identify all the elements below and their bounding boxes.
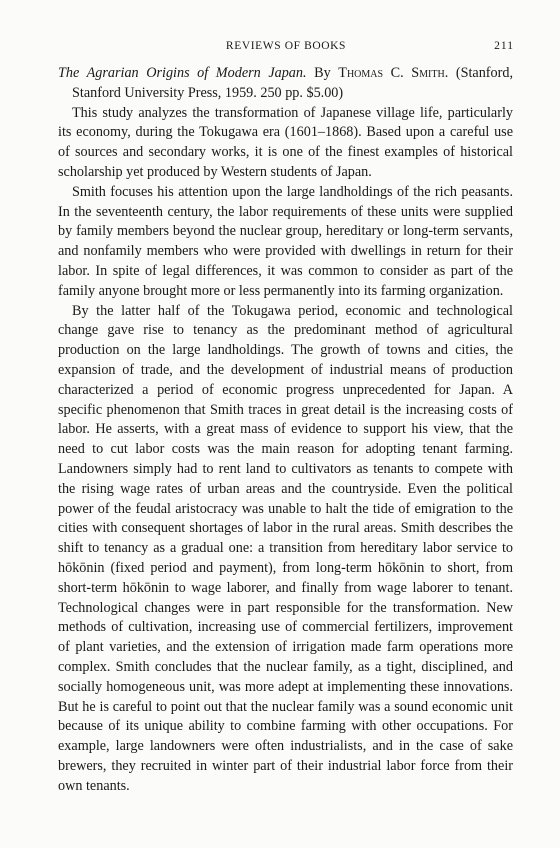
book-title: The Agrarian Origins of Modern Japan. — [58, 65, 307, 81]
book-author: Thomas C. Smith. — [338, 65, 449, 81]
publication-info: (Stanford, Stanford University Press, 1959. 250 pp. $5.00) — [72, 65, 513, 101]
citation-by: By — [306, 65, 339, 81]
review-body — [58, 64, 513, 796]
running-head — [58, 40, 514, 58]
paragraph: Smith focuses his attention upon the large landholdings of the rich peasants. In the seventeenth century, the labor requirements of these units were supplied by family members beyond the nuclear group, hereditary or long-term servants, and nonfamily members who were provided with dwellings in return for their labor. In spite of legal differences, it was common to consider as part of the family anyone brought more or less permanently into its farming organization. — [58, 183, 513, 299]
running-title: REVIEWS OF BOOKS — [225, 40, 347, 52]
book-citation — [58, 64, 513, 104]
paragraph: By the latter half of the Tokugawa period, economic and technological change gave rise to tenancy as the predominant method of agricultural production on the large landholdings. The growth of towns and cities, the expansion of trade, and the development of industrial means of production characterized a period of economic progress unprecedented for Japan. A specific phenomenon that Smith traces in great detail is the increasing costs of labor. He asserts, with a great mass of evidence to support his view, that the need to cut labor costs was the main reason for adopting tenant farming. Landowners simply had to rent land to cultivators as tenants to compete with the rising wage rates of urban areas and the countryside. Even the political power of the feudal aristocracy was unable to halt the tide of emigration to the cities with consequent shortages of labor in the rural areas. Smith describes the shift to tenancy as a gradual one: a transition from hereditary labor service to hōkōnin (fixed period and payment), from long-term hōkōnin to short, from short-term hōkōnin to wage laborer, and finally from wage laborer to tenant. Technological changes were in part responsible for the transformation. New methods of cultivation, increasing use of commercial fertilizers, improvement of plant varieties, and the extension of irrigation made farm operations more complex. Smith concludes that the nuclear family, as a tight, disciplined, and socially homogeneous unit, was more adept at implementing these innovations. But he is careful to point out that the nuclear family was a sound economic unit because of its unique ability to combine farming with other occupations. For example, large landowners were often industrialists, and in the case of sake brewers, they recruited in winter part of their industrial labor force from their own tenants. — [58, 302, 513, 794]
paragraph: This study analyzes the transformation of Japanese village life, particularly its economy, during the Tokugawa era (1601–1868). Based upon a careful use of sources and secondary works, it is one of the finest examples of historical scholarship yet produced by Western students of Japan. — [58, 104, 513, 180]
page-number: 211 — [494, 40, 514, 52]
